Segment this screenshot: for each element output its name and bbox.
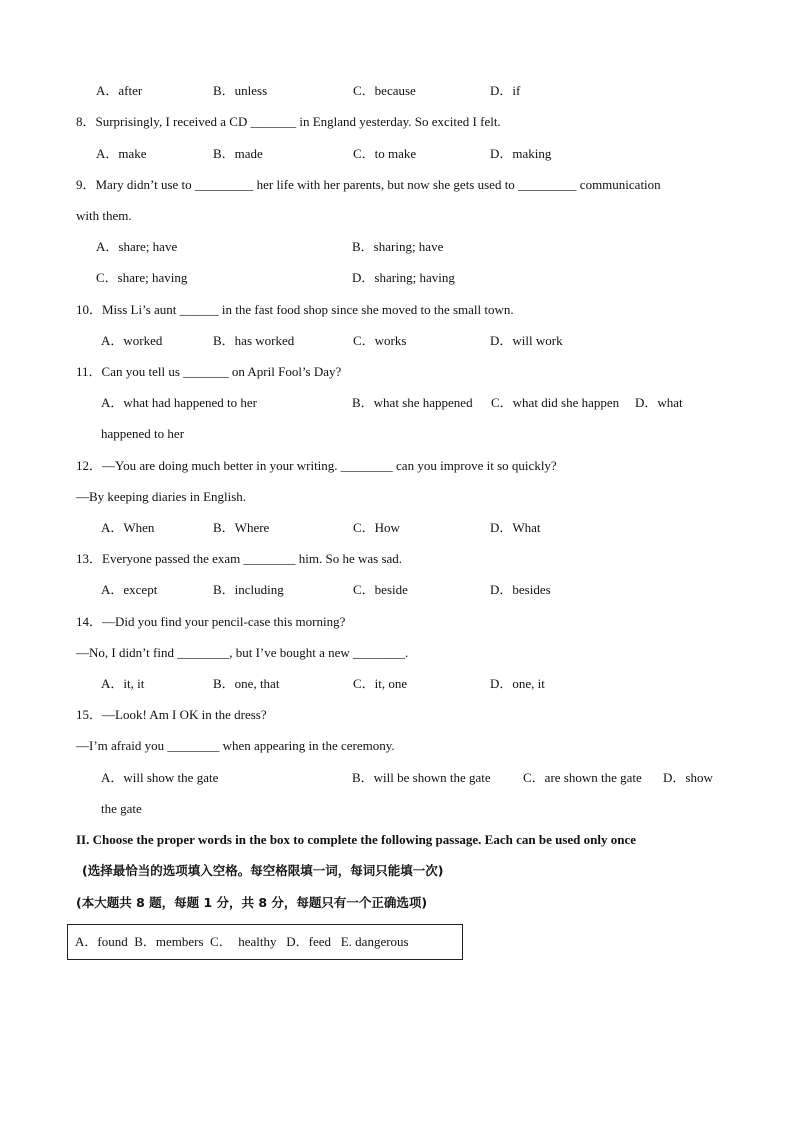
q12-stem: 12．—You are doing much better in your writing. ________ can you improve it so quickly? (76, 458, 557, 473)
q14-option-c: C．it, one (353, 676, 408, 691)
q10-option-a: A．worked (101, 333, 163, 348)
q7-option-c: C．because (353, 83, 416, 98)
q14-response: —No, I didn’t find ________, but I’ve bought a new ________. (76, 645, 409, 660)
q9-stem: 9．Mary didn’t use to _________ her life with her parents, but now she gets used to _________ communication (76, 177, 661, 192)
q11-stem: 11．Can you tell us _______ on April Fool’s Day? (76, 364, 342, 379)
q8-option-a: A．make (96, 146, 147, 161)
q8-option-c: C．to make (353, 146, 417, 161)
q15-stem: 15．—Look! Am I OK in the dress? (76, 707, 267, 722)
q15-option-a: A．will show the gate (101, 770, 219, 785)
q9-option-c: C．share; having (96, 270, 188, 285)
q11-option-d: D．what (635, 395, 683, 410)
q13-stem: 13．Everyone passed the exam ________ him. So he was sad. (76, 551, 403, 566)
q15-response: —I’m afraid you ________ when appearing in the ceremony. (76, 738, 395, 753)
q9-stem-continued: with them. (76, 208, 132, 223)
word-box-options: A．found B．members C． healthy D．feed E. dangerous (75, 934, 409, 949)
q8-option-b: B．made (213, 146, 263, 161)
word-box (67, 924, 463, 960)
q7-option-b: B．unless (213, 83, 268, 98)
q10-option-b: B．has worked (213, 333, 295, 348)
section-note: (本大题共 8 题，每题 1 分，共 8 分，每题只有一个正确选项) (76, 895, 428, 910)
q7-option-d: D．if (490, 83, 521, 98)
q15-option-c: C．are shown the gate (523, 770, 642, 785)
q11-option-a: A．what had happened to her (101, 395, 257, 410)
q13-option-d: D．besides (490, 582, 551, 597)
q11-option-b: B．what she happened (352, 395, 473, 410)
q8-stem: 8．Surprisingly, I received a CD _______ in England yesterday. So excited I felt. (76, 114, 501, 129)
q12-option-a: A．When (101, 520, 155, 535)
q15-option-d-continued: the gate (101, 801, 142, 816)
q7-option-a: A．after (96, 83, 143, 98)
q12-option-c: C．How (353, 520, 400, 535)
q9-option-b: B．sharing; have (352, 239, 444, 254)
q9-option-d: D．sharing; having (352, 270, 455, 285)
q12-response: —By keeping diaries in English. (76, 489, 247, 504)
q10-option-c: C．works (353, 333, 407, 348)
q15-option-b: B．will be shown the gate (352, 770, 491, 785)
q13-option-a: A．except (101, 582, 158, 597)
q15-option-d: D．show (663, 770, 713, 785)
q14-option-b: B．one, that (213, 676, 280, 691)
q12-option-b: B．Where (213, 520, 270, 535)
q10-option-d: D．will work (490, 333, 563, 348)
q10-stem: 10．Miss Li’s aunt ______ in the fast food shop since she moved to the small town. (76, 302, 514, 317)
q11-option-d-continued: happened to her (101, 426, 185, 441)
q14-option-d: D．one, it (490, 676, 545, 691)
section-instruction: (选择最恰当的选项填入空格。每空格限填一词，每词只能填一次) (82, 863, 444, 878)
q11-option-c: C．what did she happen (491, 395, 620, 410)
q13-option-b: B．including (213, 582, 284, 597)
q14-option-a: A．it, it (101, 676, 145, 691)
section-heading: II. Choose the proper words in the box to complete the following passage. Each can be used only once (76, 832, 636, 847)
q13-option-c: C．beside (353, 582, 408, 597)
q14-stem: 14．—Did you find your pencil-case this morning? (76, 614, 346, 629)
q12-option-d: D．What (490, 520, 541, 535)
q8-option-d: D．making (490, 146, 552, 161)
q9-option-a: A．share; have (96, 239, 178, 254)
